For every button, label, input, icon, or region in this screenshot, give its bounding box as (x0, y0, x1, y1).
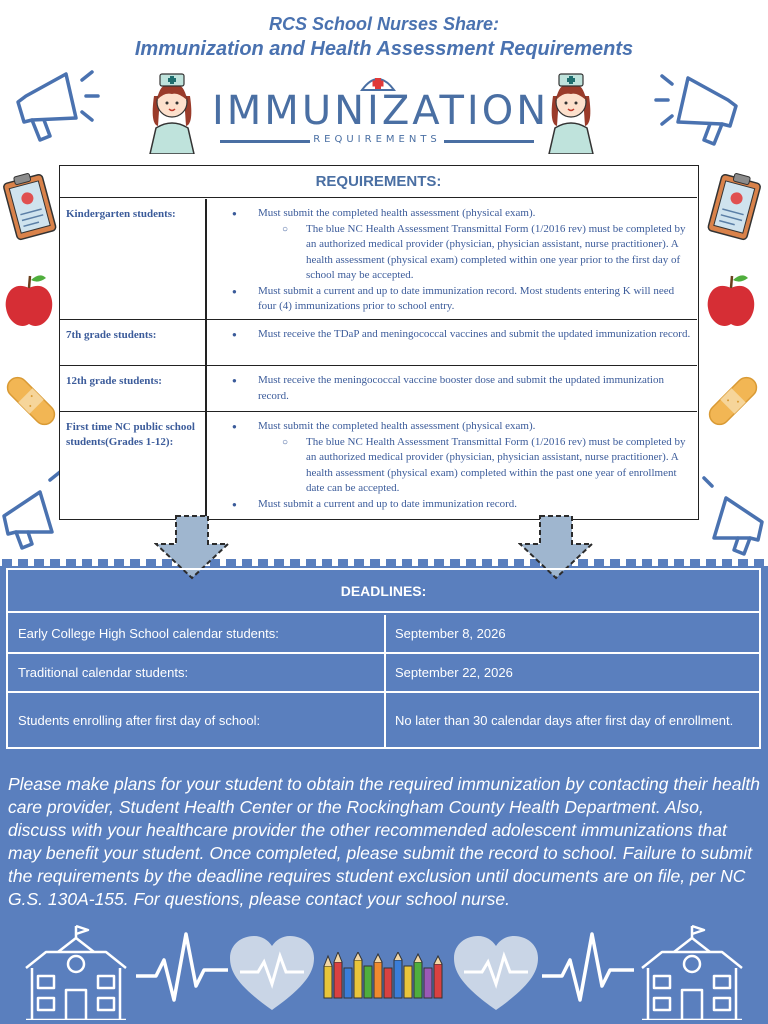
apple-icon (704, 272, 758, 330)
deadline-date: No later than 30 calendar days after first day of enrollment. (395, 712, 734, 728)
requirements-table (59, 165, 699, 520)
banner-title: IMMUNIZATION (212, 88, 550, 134)
requirements-title: REQUIREMENTS: (60, 166, 697, 198)
deadline-date: September 8, 2026 (395, 626, 506, 641)
list-item: ● Must receive the meningococcal vaccine booster dose and submit the updated immunization record. (232, 373, 694, 404)
row-label: 12th grade students: (66, 375, 162, 387)
heartbeat-line-icon (134, 930, 230, 1010)
school-building-icon (640, 924, 744, 1020)
school-building-icon (24, 924, 128, 1020)
clipboard-icon (2, 172, 58, 244)
row-label: First time NC public school students(Grades 1-12): (66, 421, 195, 448)
bandage-icon (706, 372, 760, 430)
list-item: ● Must submit a current and up to date immunization record. (232, 497, 694, 513)
banner-subtitle: REQUIREMENTS (313, 134, 441, 145)
bandage-icon (4, 372, 58, 430)
table-row (60, 199, 697, 320)
deadline-group: Early College High School calendar students: (18, 626, 279, 641)
heart-icon (228, 934, 316, 1014)
heart-icon (452, 934, 540, 1014)
list-item: ● Must submit the completed health assessment (physical exam). (232, 419, 694, 435)
deadlines-title: DEADLINES: (8, 570, 759, 613)
header-subtitle: RCS School Nurses Share: (268, 14, 500, 34)
list-item: ● Must submit the completed health assessment (physical exam). (232, 206, 694, 222)
table-row (8, 654, 759, 693)
deadline-group: Traditional calendar students: (18, 665, 189, 680)
heartbeat-line-icon (540, 930, 636, 1010)
table-row (60, 320, 697, 366)
deadlines-table (6, 568, 761, 749)
list-item: ● Must submit a current and up to date immunization record. Most students entering K will need four (4) immunizations prior to school entry. (232, 284, 694, 315)
table-row (60, 366, 697, 412)
megaphone-icon (654, 66, 744, 150)
banner-rule-right (444, 140, 534, 143)
page-title: Immunization and Health Assessment Requirements (134, 38, 634, 60)
nurse-right-icon (543, 66, 599, 154)
nurse-left-icon (144, 66, 200, 154)
list-item: ○ The blue NC Health Assessment Transmittal Form (1/2016 rev) must be completed by an authorized medical provider (physician, physician assistant, nurse practitioner). A health assessment (physical exam) completed within one year prior to the first day of school may be accepted. (232, 222, 694, 284)
list-item: ○ The blue NC Health Assessment Transmittal Form (1/2016 rev) must be completed by an authorized medical provider (physician, physician assistant, nurse practitioner). A health assessment (physical exam) completed within the past one year of enrollment date can be accepted. (232, 435, 694, 497)
clipboard-icon (706, 172, 762, 244)
row-label: 7th grade students: (66, 329, 157, 341)
immunization-banner (212, 72, 550, 152)
pencils-icon (320, 952, 448, 1000)
table-row (8, 693, 759, 747)
megaphone-icon (696, 476, 766, 556)
list-item: ● Must receive the TDaP and meningococcal vaccines and submit the updated immunization record. (232, 327, 694, 343)
row-label: Kindergarten students: (66, 208, 176, 220)
megaphone-icon (10, 62, 100, 146)
closing-paragraph: Please make plans for your student to obtain the required immunization by contacting their health care provider, Student Health Center or the Rockingham County Health Department. Also, discuss with your healthcare provider the other recommended adolescent immunizations that may benefit your student. Once completed, please submit the record to school. Failure to submit the requirements by the deadline requires student exclusion until documents are on file, per NC G.S. 130A-155. For questions, please contact your school nurse. (8, 774, 760, 909)
deadline-group: Students enrolling after first day of school: (18, 712, 261, 728)
table-row (8, 615, 759, 654)
apple-icon (2, 272, 56, 330)
table-row (60, 412, 697, 518)
deadline-date: September 22, 2026 (395, 665, 513, 680)
